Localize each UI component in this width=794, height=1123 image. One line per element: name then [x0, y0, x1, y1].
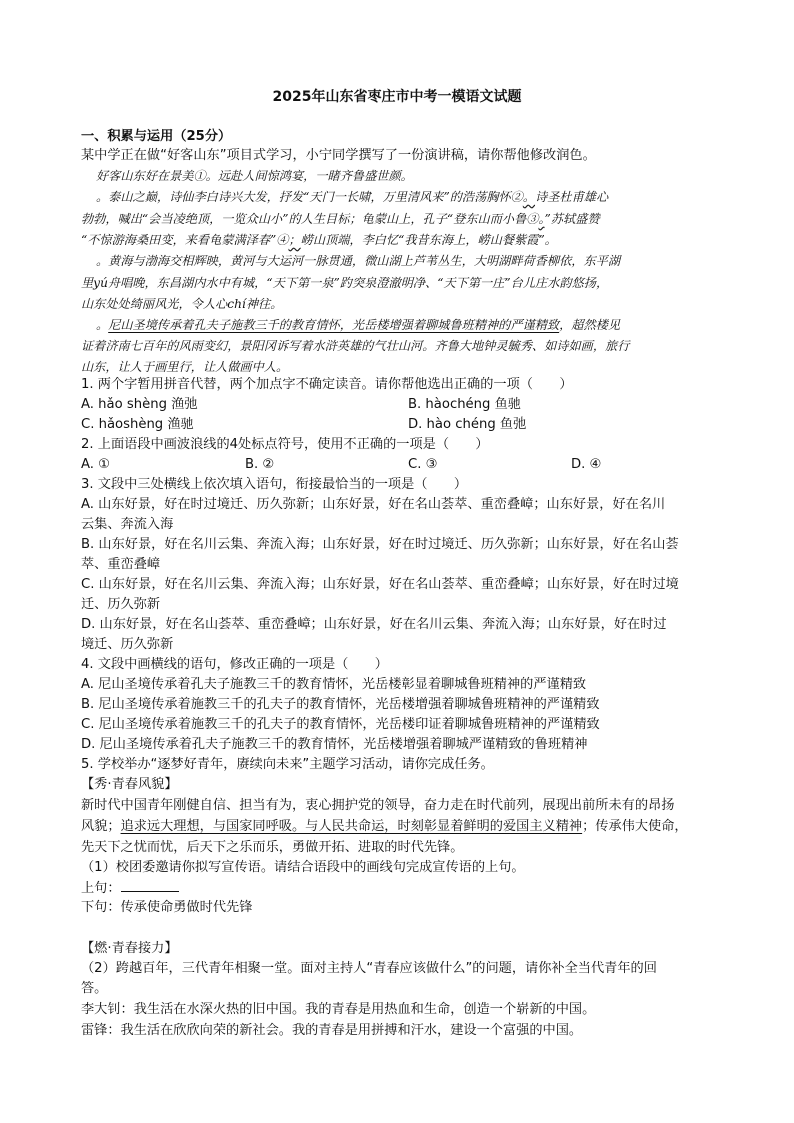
section-heading: 一、积累与运用（25分）: [81, 129, 232, 144]
q5-para-line2: [81, 818, 688, 836]
speech-line-5: 。黄海与渤海交相辉映，黄河与大运河一脉贯通，微山湖上芦苇丛生，大明湖畔荷香柳依，东平湖: [96, 254, 621, 268]
section-heading-xiu: 【秀·青春风貌】: [81, 777, 178, 792]
q1-option-c: C. hǎoshèng 渔驰: [81, 417, 194, 432]
exam-title: 2025年山东省枣庄市中考一模语文试题: [272, 89, 522, 105]
speech-line-2: [96, 188, 608, 206]
q4-option-a: A. 尼山圣境传承着孔夫子施教三千的教育情怀，光岳楼彰显着聊城鲁班精神的严谨精致: [81, 677, 587, 692]
q3-option-c-line1: C. 山东好景，好在名川云集、奔流入海；山东好景，好在名山荟萃、重峦叠嶂；山东好景，好在时过境: [81, 577, 679, 592]
li-dazhao-answer: 李大钊：我生活在水深火热的旧中国。我的青春是用热血和生命，创造一个崭新的中国。: [81, 1002, 596, 1017]
q4-option-b: B. 尼山圣境传承着施教三千的孔夫子的教育情怀，光岳楼增强着聊城鲁班精神的严谨精致: [81, 697, 600, 712]
q1-option-b: B. hàochéng 鱼驰: [408, 397, 521, 412]
q5-sub-question-2-line1: （2）跨越百年，三代青年相聚一堂。面对主持人“青春应该做什么”的问题，请你补全当代青年的回: [81, 961, 657, 976]
q1-option-d: D. hào chéng 鱼弛: [408, 417, 527, 432]
speech-text: ”苏轼盛赞: [544, 212, 600, 226]
speech-line-7: 山东处处绮丽风光，令人心chí神往。: [81, 297, 283, 311]
speech-text: 。: [96, 318, 109, 332]
para-text: 风貌；: [81, 819, 121, 834]
para-text: ；传承伟大使命，: [582, 819, 688, 834]
q4-option-d: D. 尼山圣境传承着孔夫子施教三千的教育情怀，光岳楼增强着聊城严谨精致的鲁班精神: [81, 737, 588, 752]
wavy-punct-4: ；: [288, 233, 301, 247]
lei-feng-answer: 雷锋：我生活在欣欣向荣的新社会。我的青春是用拼搏和汗水，建设一个富强的中国。: [81, 1023, 583, 1038]
q3-option-d-line1: D. 山东好景，好在名山荟萃、重峦叠嶂；山东好景，好在名川云集、奔流入海；山东好景，好在时过: [81, 617, 667, 632]
q2-option-c: C. ③: [408, 457, 438, 472]
question-2-stem: 2. 上面语段中画波浪线的4处标点符号，使用不正确的一项是（ ）: [81, 437, 489, 452]
intro-text: 某中学正在做“好客山东”项目式学习，小宁同学撰写了一份演讲稿，请你帮他修改润色。: [81, 148, 596, 163]
q3-option-b-line1: B. 山东好景，好在名川云集、奔流入海；山东好景，好在时过境迁、历久弥新；山东好景，好在名山荟: [81, 537, 679, 552]
speech-text: 崂山顶端，李白忆“我昔东海上，崂山餐紫霞”。: [300, 233, 557, 247]
wavy-punct-3: 。: [538, 212, 545, 226]
speech-line-9: 证着济南七百年的风雨变幻，景阳冈诉写着水浒英雄的气壮山河。齐鲁大地钟灵毓秀、如诗如画，旅行: [81, 339, 630, 353]
question-1-stem: 1. 两个字暂用拼音代替，两个加点字不确定读音。请你帮他选出正确的一项（ ）: [81, 377, 573, 392]
q2-option-b: B. ②: [245, 457, 275, 472]
q1-option-a: A. hǎo shèng 渔弛: [81, 397, 198, 412]
speech-line-3: [81, 210, 600, 228]
q3-option-a-line2: 云集、奔流入海: [81, 517, 174, 532]
q3-option-b-line2: 萃、重峦叠嶂: [81, 557, 161, 572]
q5-para-line3: 先天下之忧而忧，后天下之乐而乐，勇做开拓、进取的时代先锋。: [81, 840, 464, 855]
question-5-stem: 5. 学校举办“逐梦好青年，赓续向未来”主题学习活动，请你完成任务。: [81, 757, 494, 772]
q3-option-d-line2: 境迁、历久弥新: [81, 637, 174, 652]
speech-line-4: [81, 231, 557, 249]
underlined-sentence: 尼山圣境传承着孔夫子施教三千的教育情怀，光岳楼增强着聊城鲁班精神的严谨精致: [108, 318, 560, 332]
answer-blank[interactable]: [121, 879, 179, 892]
speech-text: 。泰山之巅，诗仙李白诗兴大发，抒发“天门一长啸，万里清风来”的浩荡胸怀②: [96, 190, 523, 204]
q5-para-line1: 新时代中国青年刚健自信、担当有为，衷心拥护党的领导，奋力走在时代前列，展现出前所未有的昂扬: [81, 798, 675, 813]
speech-text: 勃勃，喊出“会当凌绝顶，一览众山小”的人生目标；龟蒙山上，孔子“登东山而小鲁③: [81, 212, 539, 226]
speech-text: ，超然楼见: [559, 318, 621, 332]
speech-line-8: [96, 316, 620, 334]
speech-line-10: 山东，让人于画里行，让人做画中人。: [81, 360, 289, 374]
speech-text: “不惊游海桑田变，来看龟蒙满泽春”④: [81, 233, 289, 247]
speech-line-6: 里yú舟唱晚，东昌湖内水中有城，“天下第一泉”趵突泉澄澈明净、“天下第一庄”台儿庄水韵悠扬，: [81, 276, 609, 290]
question-3-stem: 3. 文段中三处横线上依次填入语句，衔接最恰当的一项是（ ）: [81, 477, 468, 492]
speech-text: 诗圣杜甫雄心: [535, 190, 609, 204]
q5-sub-question-1: （1）校团委邀请你拟写宣传语。请结合语段中的画线句完成宣传语的上句。: [81, 860, 525, 875]
q4-option-c: C. 尼山圣境传承着施教三千的孔夫子的教育情怀，光岳楼印证着聊城鲁班精神的严谨精致: [81, 717, 600, 732]
lower-line: 下句：传承使命勇做时代先锋: [81, 900, 253, 915]
question-4-stem: 4. 文段中画横线的语句，修改正确的一项是（ ）: [81, 657, 388, 672]
upper-line: [81, 879, 179, 898]
section-heading-ran: 【燃·青春接力】: [81, 941, 178, 956]
speech-line-1: 好客山东好在景美①。远赴人间惊鸿宴，一睹齐鲁盛世颜。: [96, 169, 413, 183]
q2-option-a: A. ①: [81, 457, 110, 472]
q2-option-d: D. ④: [571, 457, 602, 472]
underlined-sentence: 追求远大理想，与国家同呼吸。与人民共命运，时刻彰显着鲜明的爱国主义精神: [120, 819, 583, 834]
upper-line-label: 上句：: [81, 881, 121, 896]
q3-option-a-line1: A. 山东好景，好在时过境迁、历久弥新；山东好景，好在名山荟萃、重峦叠嶂；山东好景，好在名川: [81, 497, 666, 512]
q5-sub-question-2-line2: 答。: [81, 981, 108, 996]
wavy-punct-2: 。: [522, 190, 536, 204]
q3-option-c-line2: 迁、历久弥新: [81, 597, 161, 612]
